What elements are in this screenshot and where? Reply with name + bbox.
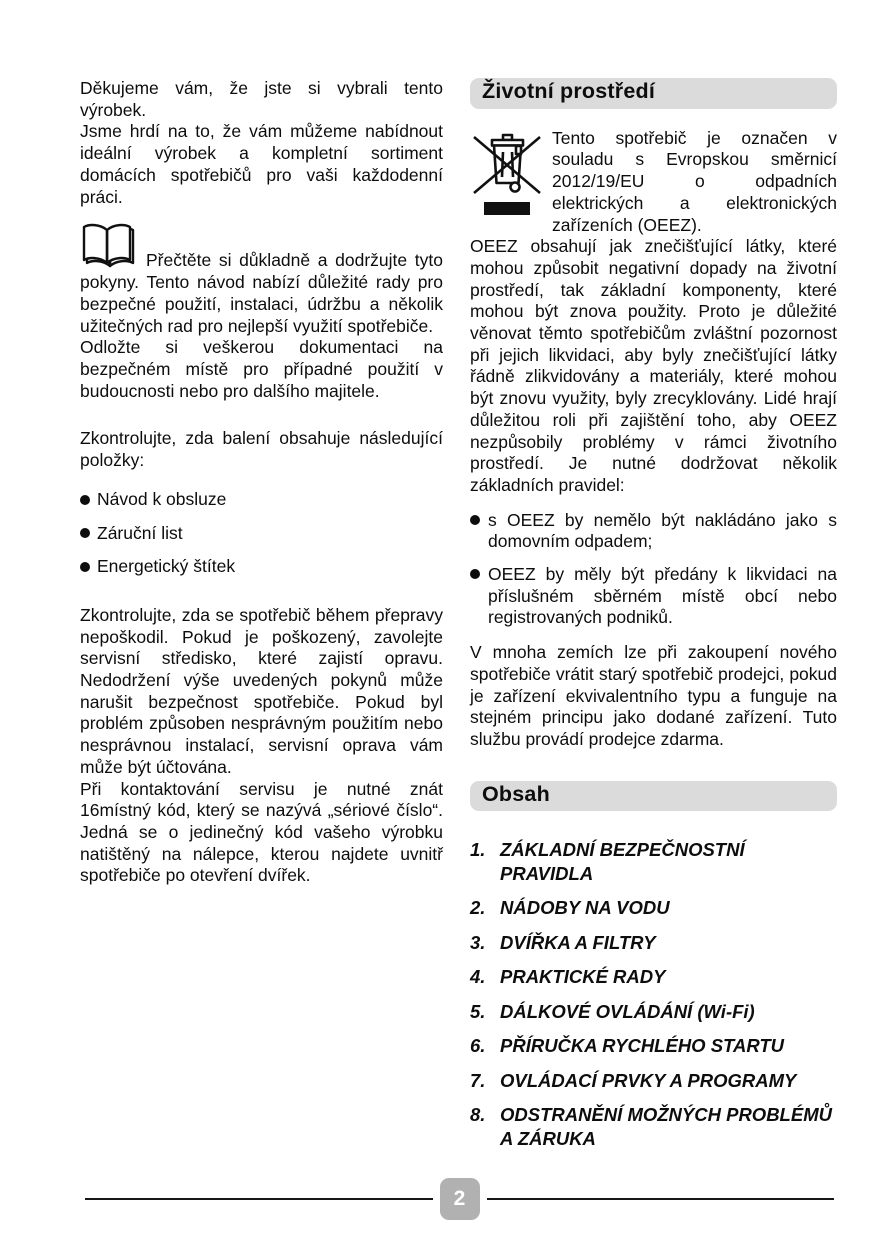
right-column [470, 78, 837, 1161]
toc-item-3 [470, 931, 837, 955]
bullet-icon [80, 528, 90, 538]
list-item [80, 489, 443, 511]
list-item [80, 523, 443, 545]
read-instructions-paragraph [80, 222, 443, 337]
table-of-contents [470, 838, 837, 1150]
weee-rules-list [470, 510, 837, 630]
toc-item-6 [470, 1034, 837, 1058]
toc-item-label: ODSTRANĚNÍ MOŽNÝCH PROBLÉMŮ A ZÁRUKA [500, 1104, 832, 1149]
section-title-environment: Životní prostředí [470, 78, 837, 109]
toc-item-label: PRAKTICKÉ RADY [500, 966, 666, 988]
weee-body-paragraph: OEEZ obsahují jak znečišťující látky, které mohou způsobit negativní dopady na životní prostředí, tak základní komponenty, které mohou být znova použity. Proto je důležité věnovat těmto spotřebičům zvláštní pozornost při jejich likvidaci, aby byly znečišťující látky řádně zlikvidovány a materiály, které mohou být znovu využity, byly zrecyklovány. Lidé hrají důležitou roli při zajištění toho, aby OEEZ nezpůsobily problémy v rámci životního prostředí. Je nutné dodržovat několik základních pravidel: [470, 236, 837, 495]
transport-damage-paragraph: Zkontrolujte, zda se spotřebič během přepravy nepoškodil. Pokud je poškozený, zavolejte servisní středisko, které zajistí opravu. Nedodržení výše uvedených pokynů může narušit bezpečnost spotřebiče. Pokud byl problém způsoben nesprávným použitím nebo nesprávnou instalací, servisní oprava vám může být účtována. [80, 604, 443, 777]
list-item [470, 564, 837, 629]
toc-item-number: 1. [470, 839, 486, 861]
toc-item-4 [470, 965, 837, 989]
page-footer [85, 1178, 834, 1220]
toc-item-8 [470, 1103, 837, 1150]
toc-item-label: NÁDOBY NA VODU [500, 897, 670, 919]
keep-documentation-paragraph: Odložte si veškerou dokumentaci na bezpečném místě pro případné použití v budoucnosti nebo pro dalšího majitele. [80, 337, 443, 401]
weee-crossed-bin-icon [470, 130, 544, 218]
rule-text: s OEEZ by nemělo být nakládáno jako s domovním odpadem; [488, 509, 837, 552]
left-column [80, 78, 443, 887]
toc-item-1 [470, 838, 837, 885]
toc-item-label: ZÁKLADNÍ BEZPEČNOSTNÍ PRAVIDLA [500, 839, 745, 884]
weee-intro-paragraph: Tento spotřebič je označen v souladu s Evropskou směrnicí 2012/19/EU o odpadních elektrických a elektronických zařízeních (OEEZ). [552, 127, 837, 235]
read-instructions-text: Přečtěte si důkladně a dodržujte tyto pokyny. Tento návod nabízí důležité rady pro bezpečné použití, instalaci, údržbu a několik užitečných rad pro nejlepší využití spotřebiče. [80, 250, 443, 336]
toc-item-label: OVLÁDACÍ PRVKY A PROGRAMY [500, 1069, 797, 1091]
bullet-icon [470, 515, 480, 525]
intro-block [80, 78, 443, 208]
package-item-label: Záruční list [97, 522, 183, 543]
toc-item-number: 5. [470, 1000, 486, 1022]
package-item-label: Návod k obsluze [97, 488, 227, 509]
toc-item-number: 4. [470, 966, 486, 988]
check-package-paragraph: Zkontrolujte, zda balení obsahuje následující položky: [80, 428, 443, 471]
toc-item-number: 7. [470, 1069, 486, 1091]
toc-item-number: 3. [470, 931, 486, 953]
toc-item-label: DÁLKOVÉ OVLÁDÁNÍ (Wi-Fi) [500, 1000, 755, 1022]
list-item [80, 556, 443, 578]
intro-paragraph-1: Děkujeme vám, že jste si vybrali tento výrobek. [80, 78, 443, 120]
package-item-label: Energetický štítek [97, 556, 236, 577]
footer-rule-left [85, 1198, 433, 1201]
bullet-icon [80, 562, 90, 572]
toc-item-2 [470, 896, 837, 920]
toc-item-number: 8. [470, 1104, 486, 1126]
bullet-icon [80, 495, 90, 505]
open-book-icon [80, 222, 136, 272]
toc-item-5 [470, 1000, 837, 1024]
toc-item-number: 6. [470, 1035, 486, 1057]
page-number-badge: 2 [440, 1178, 480, 1220]
section-title-contents: Obsah [470, 781, 837, 812]
toc-item-label: PŘÍRUČKA RYCHLÉHO STARTU [500, 1035, 785, 1057]
intro-paragraph-2: Jsme hrdí na to, že vám můžeme nabídnout ideální výrobek a kompletní sortiment domácích spotřebičů pro vaši každodenní práci. [80, 121, 443, 207]
rule-text: OEEZ by měly být předány k likvidaci na příslušném sběrném místě obcí nebo registrovaných podniků. [488, 564, 837, 628]
list-item [470, 510, 837, 553]
service-code-paragraph: Při kontaktování servisu je nutné znát 16místný kód, který se nazývá „sériové číslo“. Jedná se o jedinečný kód vašeho výrobku natištěný na nálepce, kterou najdete uvnitř spotřebiče po otevření dvířek. [80, 778, 443, 886]
package-items-list [80, 489, 443, 578]
toc-item-label: DVÍŘKA A FILTRY [500, 931, 656, 953]
takeback-paragraph: V mnoha zemích lze při zakoupení nového spotřebiče vrátit starý spotřebič prodejci, pokud je zařízení ekvivalentního typu a funguje na stejném principu jako dodané zařízení. Tuto službu provádí prodejce zdarma. [470, 642, 837, 749]
weee-block [470, 128, 837, 497]
toc-item-number: 2. [470, 897, 486, 919]
footer-rule-right [487, 1198, 835, 1201]
bullet-icon [470, 569, 480, 579]
toc-item-7 [470, 1069, 837, 1093]
